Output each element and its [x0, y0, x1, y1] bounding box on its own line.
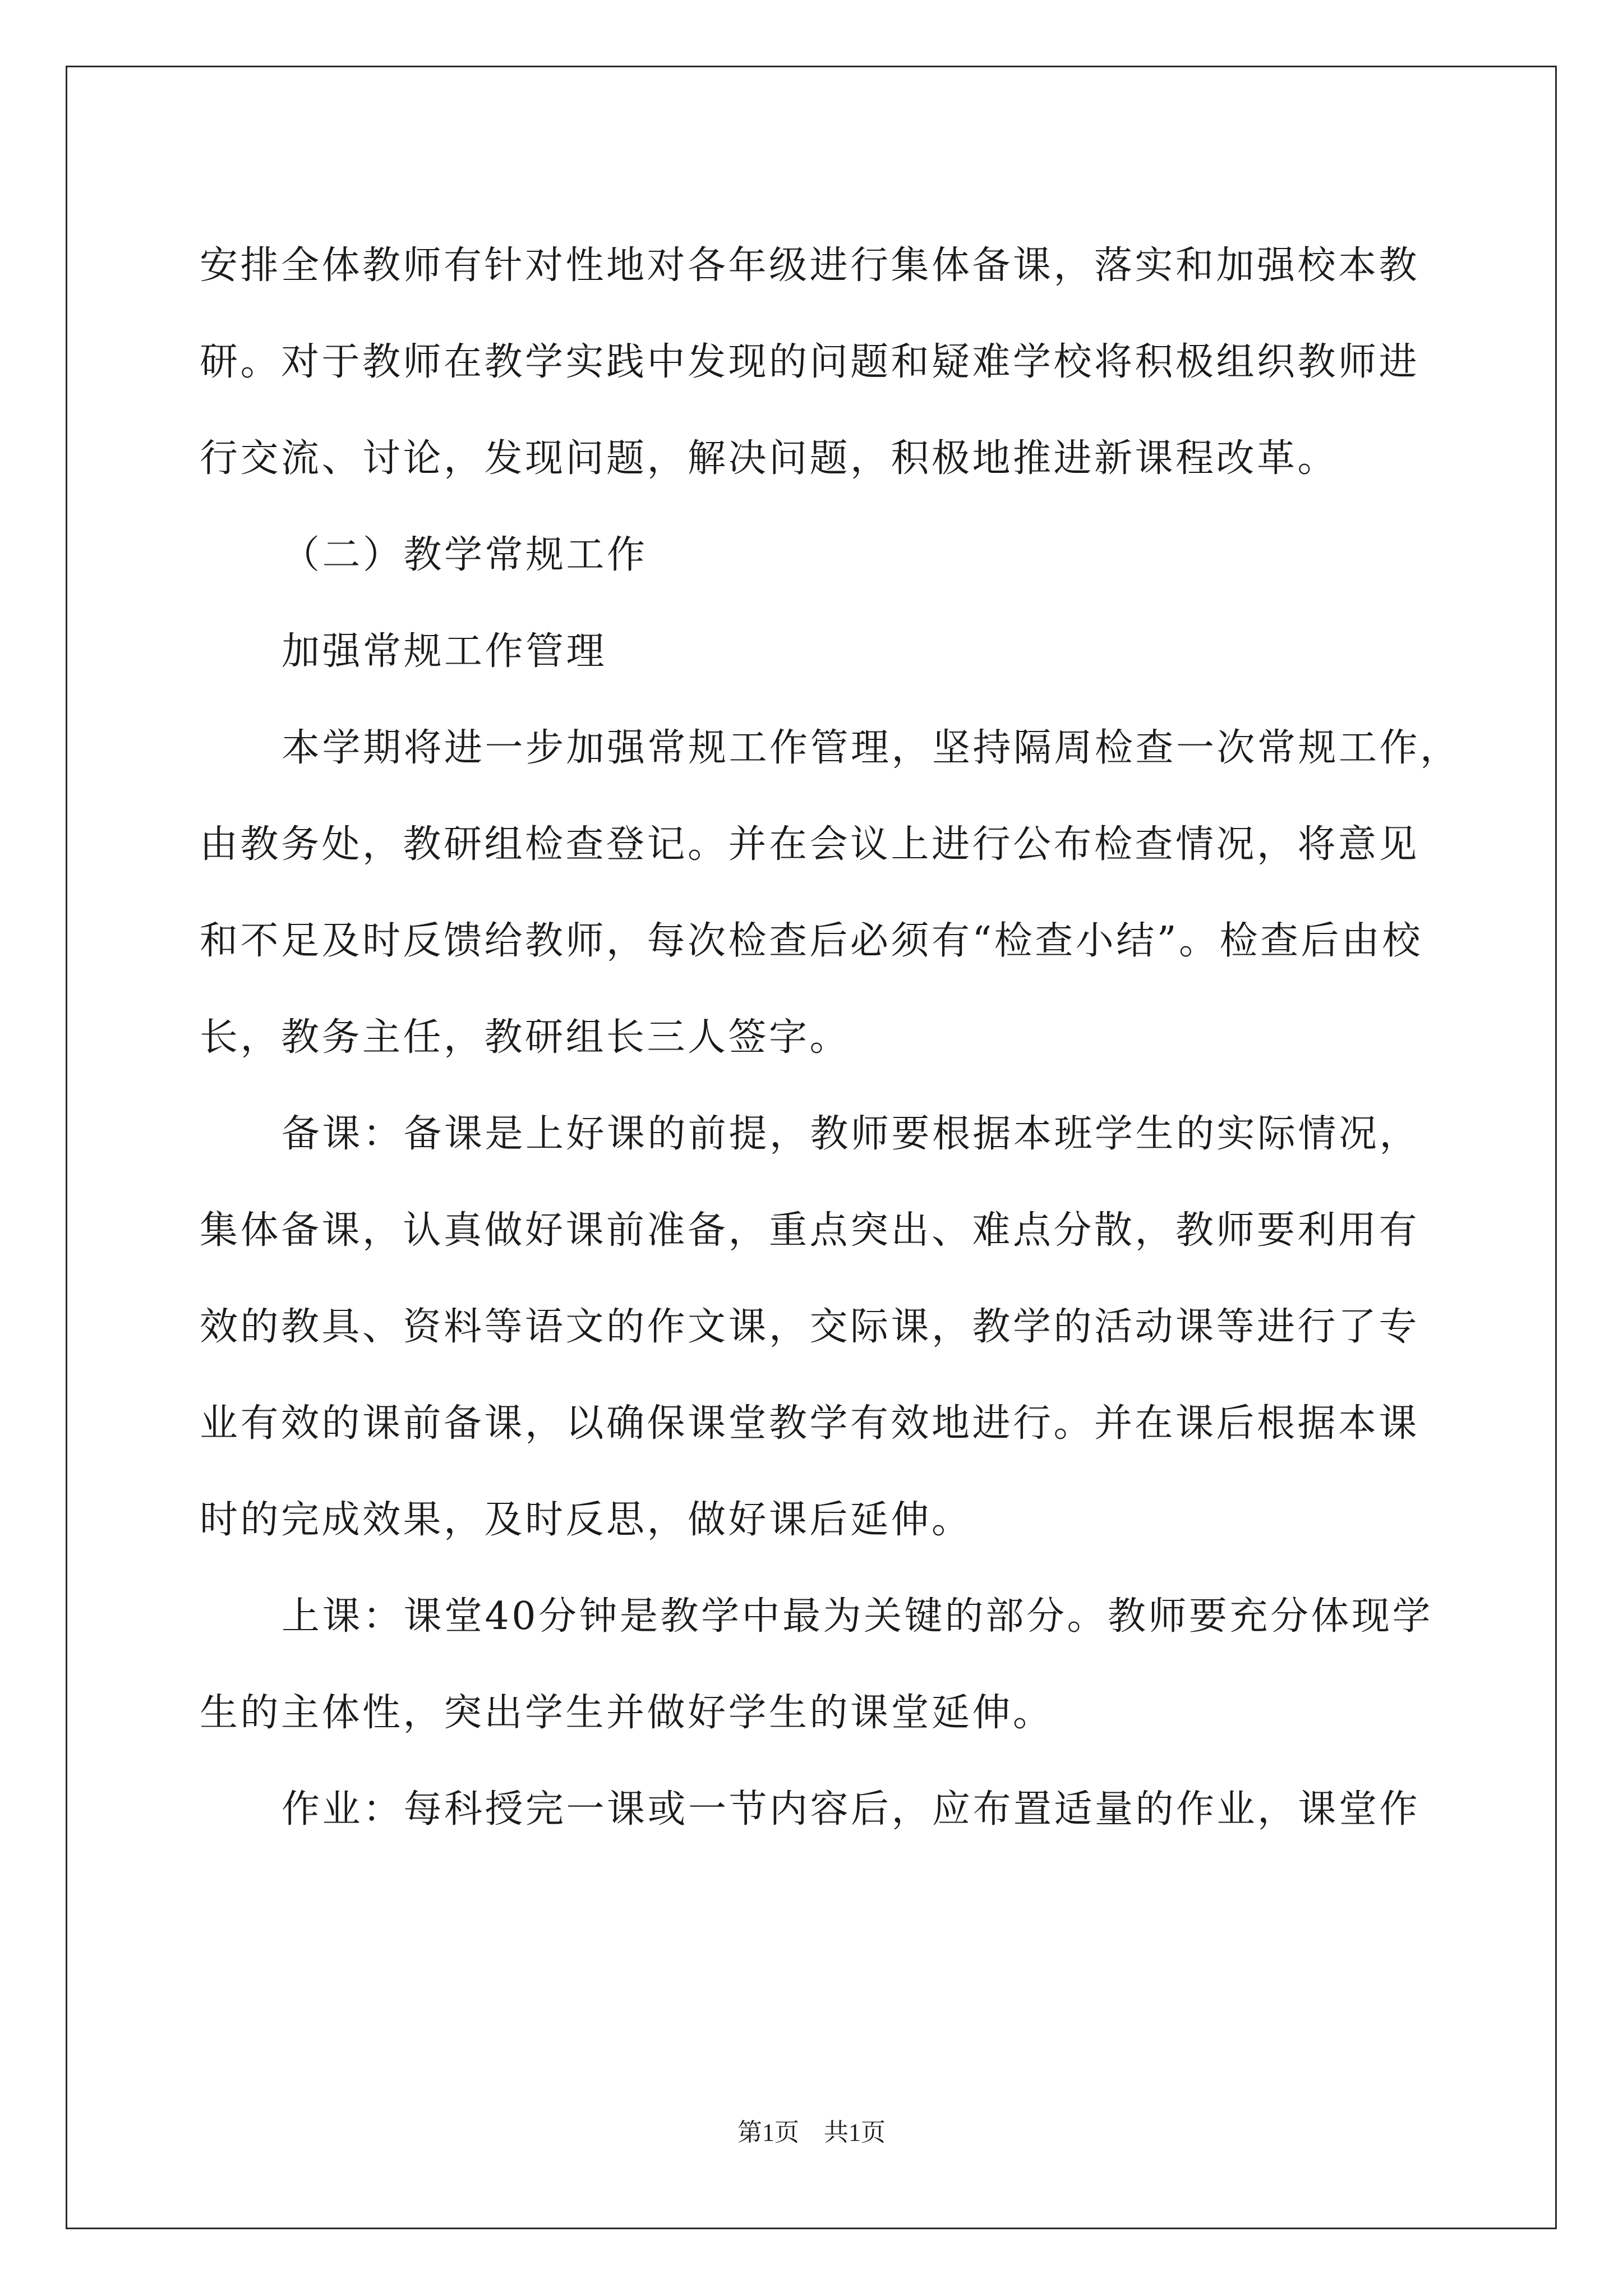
text-line: 生的主体性，突出学生并做好学生的课堂延伸。: [200, 1691, 1054, 1735]
section-heading: （二）教学常规工作: [282, 533, 648, 577]
text-line: 长，教务主任，教研组长三人签字。: [200, 1015, 851, 1060]
text-line: 安排全体教师有针对性地对各年级进行集体备课，落实和加强校本教: [200, 243, 1420, 288]
text-line: 集体备课，认真做好课前准备，重点突出、难点分散，教师要利用有: [200, 1208, 1420, 1253]
text-line: 效的教具、资料等语文的作文课，交际课，教学的活动课等进行了专: [200, 1305, 1420, 1349]
text-line: 行交流、讨论，发现问题，解决问题，积极地推进新课程改革。: [200, 436, 1339, 481]
text-line: 作业：每科授完一课或一节内容后，应布置适量的作业，课堂作: [282, 1787, 1421, 1832]
page-number-footer: 第1页 共1页: [737, 2119, 886, 2146]
document-body: [200, 218, 1461, 1858]
subsection-heading: 加强常规工作管理: [282, 629, 607, 674]
text-line: 业有效的课前备课，以确保课堂教学有效地进行。并在课后根据本课: [200, 1401, 1420, 1446]
text-line: 本学期将进一步加强常规工作管理，坚持隔周检查一次常规工作，: [282, 726, 1461, 770]
text-line: 上课：课堂40分钟是教学中最为关键的部分。教师要充分体现学: [282, 1594, 1433, 1639]
text-line: 研。对于教师在教学实践中发现的问题和疑难学校将积极组织教师进: [200, 340, 1420, 384]
text-line: 由教务处，教研组检查登记。并在会议上进行公布检查情况，将意见: [200, 822, 1420, 867]
text-line: 和不足及时反馈给教师，每次检查后必须有“检查小结”。检查后由校: [200, 919, 1423, 963]
text-line: 备课：备课是上好课的前提，教师要根据本班学生的实际情况，: [282, 1112, 1421, 1156]
text-line: 时的完成效果，及时反思，做好课后延伸。: [200, 1498, 972, 1542]
